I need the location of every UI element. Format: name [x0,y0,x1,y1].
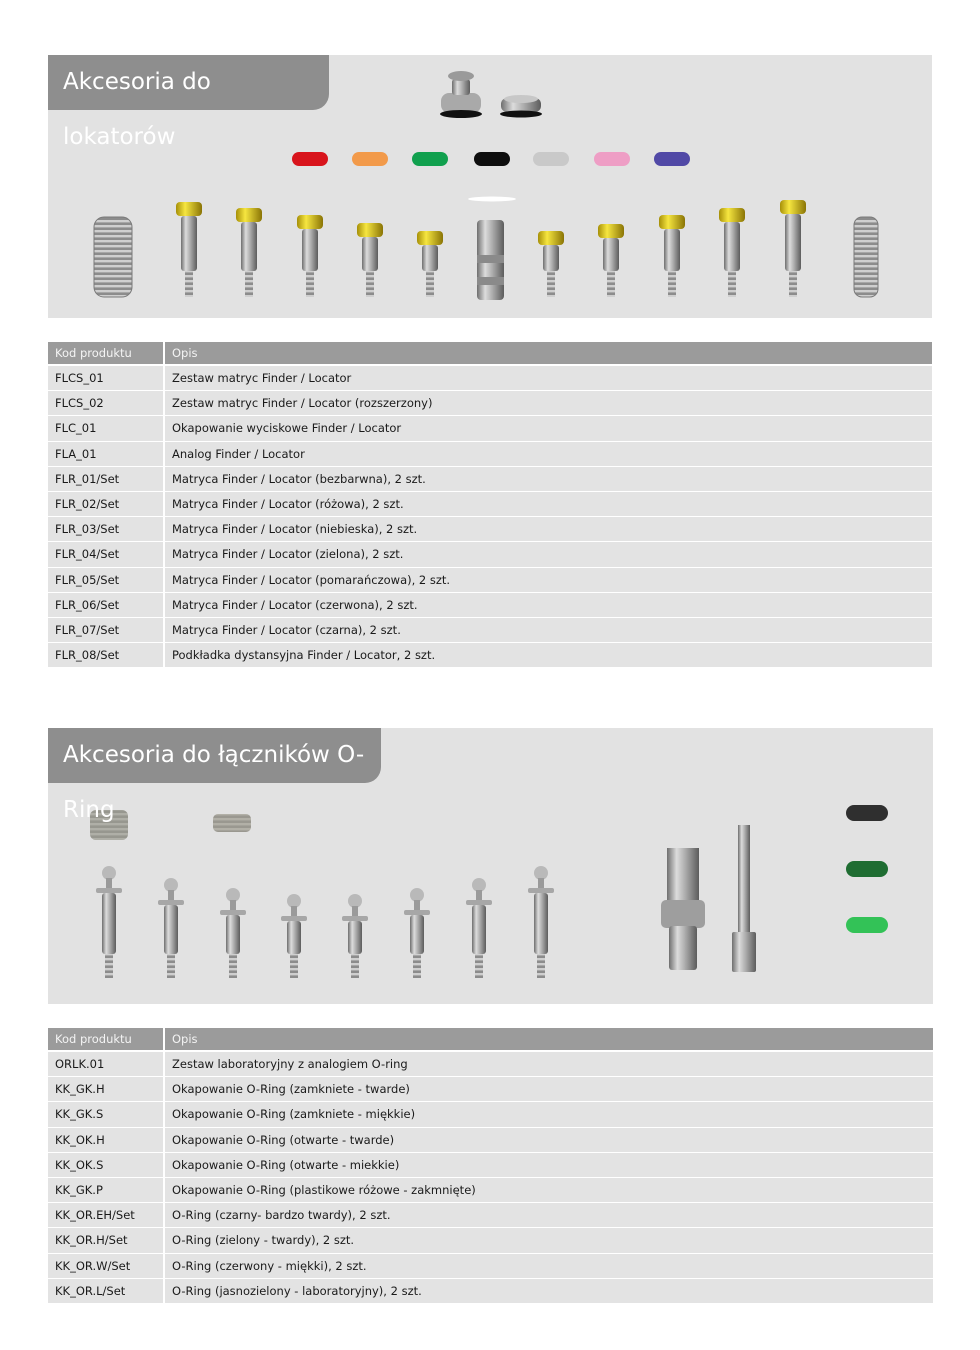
product-code-cell: FLR_07/Set [48,618,165,643]
o-ring-lab-analog-icon [661,848,705,970]
product-description-cell: Matryca Finder / Locator (różowa), 2 szt. [165,492,932,517]
ball-abutment-icon [404,888,430,978]
locator-abutment-icon [719,208,745,297]
matrix-insert-icon [352,152,388,166]
locator-abutment-icon [357,223,383,297]
product-description-cell: Okapowanie O-Ring (otwarte - miekkie) [165,1153,933,1178]
product-description-cell: O-Ring (zielony - twardy), 2 szt. [165,1228,933,1253]
table-row [48,1178,933,1203]
product-description-cell: Matryca Finder / Locator (niebieska), 2 szt. [165,517,932,542]
table-row [48,416,932,441]
product-code-cell: ORLK.01 [48,1052,165,1077]
product-description-cell: Okapowanie O-Ring (zamkniete - miękkie) [165,1102,933,1127]
ball-abutment-icon [342,894,368,978]
product-code-cell: KK_OK.H [48,1128,165,1153]
product-code-cell: FLR_08/Set [48,643,165,668]
analog-cap-icon [500,95,542,118]
matrix-insert-icon [474,152,510,166]
locator-abutment-icon [659,215,685,297]
column-header-description: Opis [165,1028,933,1052]
product-description-cell: O-Ring (czerwony - miękki), 2 szt. [165,1254,933,1279]
product-description-cell: Matryca Finder / Locator (czarna), 2 szt. [165,618,932,643]
lab-analog-icon [477,220,504,300]
table-row [48,366,932,391]
product-code-cell: KK_OR.L/Set [48,1279,165,1304]
matrix-insert-icon [594,152,630,166]
table-row [48,1254,933,1279]
table-row [48,1128,933,1153]
product-description-cell: Zestaw matryc Finder / Locator [165,366,932,391]
product-code-cell: FLR_04/Set [48,542,165,567]
open-cap-icon [213,814,251,832]
ball-abutment-icon [96,866,122,978]
product-code-cell: KK_OK.S [48,1153,165,1178]
product-description-cell: O-Ring (jasnozielony - laboratoryjny), 2 szt. [165,1279,933,1304]
locator-abutment-icon [417,231,443,297]
product-code-cell: FLC_01 [48,416,165,441]
locator-abutment-icon [780,200,806,297]
implant-analog-right-icon [854,217,878,297]
column-header-description: Opis [165,342,932,366]
product-description-cell: Okapowanie O-Ring (zamkniete - twarde) [165,1077,933,1102]
locator-abutment-icon [176,202,202,297]
matrix-insert-icon [292,152,328,166]
product-description-cell: Zestaw laboratoryjny z analogiem O-ring [165,1052,933,1077]
product-description-cell: O-Ring (czarny- bardzo twardy), 2 szt. [165,1203,933,1228]
table-row [48,391,932,416]
table-row [48,517,932,542]
product-description-cell: Matryca Finder / Locator (zielona), 2 szt. [165,542,932,567]
table-row [48,1052,933,1077]
product-description-cell: Matryca Finder / Locator (pomarańczowa), 2 szt. [165,568,932,593]
spacer-washer-icon [468,197,516,202]
table-row [48,442,932,467]
product-description-cell: Zestaw matryc Finder / Locator (rozszerzony) [165,391,932,416]
product-code-cell: FLR_03/Set [48,517,165,542]
o-ring-accessories-panel [48,728,933,1004]
product-code-cell: KK_OR.W/Set [48,1254,165,1279]
ball-abutment-icon [281,894,307,978]
product-code-cell: KK_GK.H [48,1077,165,1102]
o-ring-products-table [48,1028,933,1304]
o-ring-icon [846,861,888,877]
ball-abutment-icon [220,888,246,978]
product-description-cell: Matryca Finder / Locator (czerwona), 2 szt. [165,593,932,618]
column-header-code: Kod produktu [48,342,165,366]
locator-abutment-icon [598,224,624,297]
matrix-insert-icon [654,152,690,166]
product-code-cell: FLA_01 [48,442,165,467]
table-row [48,593,932,618]
table-header-row [48,342,932,366]
product-description-cell: Okapowanie O-Ring (otwarte - twarde) [165,1128,933,1153]
matrix-insert-icon [412,152,448,166]
matrix-insert-icon [533,152,569,166]
insertion-tool-icon [732,825,756,972]
product-code-cell: KK_OR.H/Set [48,1228,165,1253]
table-row [48,643,932,668]
table-row [48,618,932,643]
product-description-cell: Podkładka dystansyjna Finder / Locator, 2 szt. [165,643,932,668]
table-row [48,1228,933,1253]
column-header-code: Kod produktu [48,1028,165,1052]
product-code-cell: FLR_05/Set [48,568,165,593]
product-description-cell: Matryca Finder / Locator (bezbarwna), 2 szt. [165,467,932,492]
table-row [48,492,932,517]
table-row [48,467,932,492]
product-code-cell: FLR_06/Set [48,593,165,618]
product-description-cell: Analog Finder / Locator [165,442,932,467]
matrix-inserts-row [292,152,690,166]
locator-abutment-icon [297,215,323,297]
ball-abutment-icon [528,866,554,978]
o-ring-icon [846,805,888,821]
o-ring-icon [846,917,888,933]
implant-analog-left-icon [94,217,132,297]
table-row [48,1102,933,1127]
table-row [48,1203,933,1228]
product-code-cell: KK_OR.EH/Set [48,1203,165,1228]
ball-abutment-icon [158,878,184,978]
table-row [48,1077,933,1102]
product-code-cell: FLCS_02 [48,391,165,416]
section-title: Akcesoria do łączników O-Ring [48,728,381,783]
locator-accessories-panel [48,55,932,318]
product-code-cell: KK_GK.P [48,1178,165,1203]
product-code-cell: KK_GK.S [48,1102,165,1127]
product-code-cell: FLR_02/Set [48,492,165,517]
ball-abutment-icon [466,878,492,978]
section-title: Akcesoria do lokatorów [48,55,329,110]
o-rings-column [846,805,888,933]
product-description-cell: Okapowanie O-Ring (plastikowe różowe - zakmnięte) [165,1178,933,1203]
impression-cap-icon [440,71,482,118]
table-row [48,1279,933,1304]
product-code-cell: FLCS_01 [48,366,165,391]
locator-abutment-icon [538,231,564,297]
table-header-row [48,1028,933,1052]
table-row [48,1153,933,1178]
product-description-cell: Okapowanie wyciskowe Finder / Locator [165,416,932,441]
product-code-cell: FLR_01/Set [48,467,165,492]
locator-products-table [48,342,932,668]
table-row [48,542,932,567]
locator-abutment-icon [236,208,262,297]
table-row [48,568,932,593]
o-ring-abutments-row [96,866,554,978]
